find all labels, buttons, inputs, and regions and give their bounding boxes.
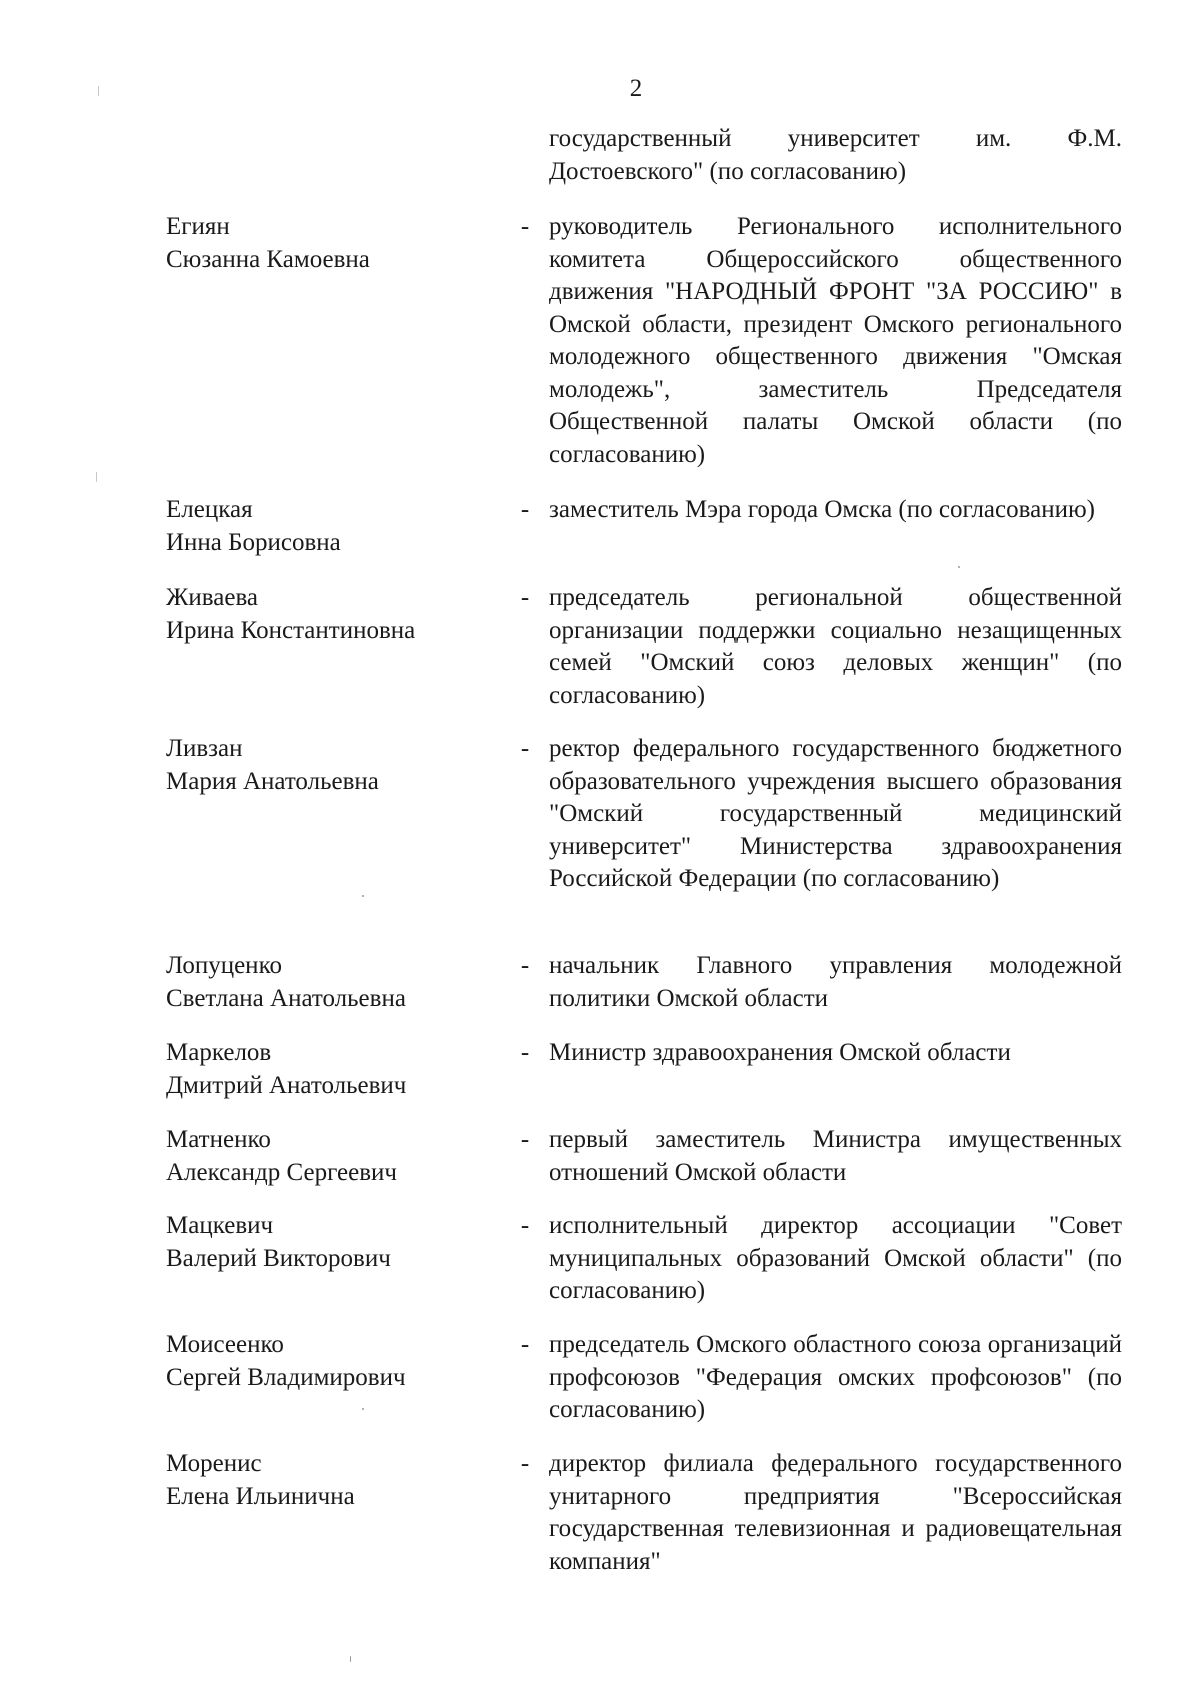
- member-surname: Моренис: [166, 1450, 262, 1477]
- separator-dash: -: [520, 1331, 530, 1358]
- continuation-text: государственный университет им. Ф.М. Достоевского" (по согласованию): [549, 125, 1122, 185]
- member-name: [166, 950, 506, 1015]
- member-surname: Лопуценко: [166, 952, 282, 979]
- separator-dash: -: [520, 1126, 530, 1153]
- member-given-names: Елена Ильинична: [166, 1482, 355, 1510]
- member-description: ректор федерального государственного бюджетного образовательного учреждения высшего образования "Омский государственный медицинский университет" Министерства здравоохранения Российской Федерации (по согласованию): [549, 735, 1122, 892]
- member-surname: Елецкая: [166, 496, 253, 523]
- separator-dash: -: [520, 1450, 530, 1477]
- member-name: [166, 211, 506, 276]
- member-description: председатель Омского областного союза организаций профсоюзов "Федерация омских профсоюзов" (по согласованию): [549, 1331, 1122, 1423]
- separator-dash: -: [520, 496, 530, 523]
- member-surname: Мацкевич: [166, 1212, 274, 1239]
- member-description: руководитель Регионального исполнительного комитета Общероссийского общественного движения "НАРОДНЫЙ ФРОНТ "ЗА РОССИЮ" в Омской области, президент Омского регионального молодежного общественного движения "Омская молодежь", заместитель Председателя Общественной палаты Омской области (по согласованию): [549, 213, 1122, 468]
- member-given-names: Дмитрий Анатольевич: [166, 1071, 407, 1099]
- scan-speck: [958, 566, 960, 568]
- member-name: [166, 582, 506, 647]
- scan-speck: [362, 1408, 364, 1410]
- member-given-names: Светлана Анатольевна: [166, 984, 406, 1012]
- member-name: [166, 1124, 506, 1189]
- member-description: Министр здравоохранения Омской области: [549, 1039, 1011, 1066]
- member-surname: Ливзан: [166, 735, 243, 762]
- member-description: исполнительный директор ассоциации "Совет муниципальных образований Омской области" (по согласованию): [549, 1212, 1122, 1304]
- member-given-names: Инна Борисовна: [166, 528, 341, 556]
- member-given-names: Валерий Викторович: [166, 1244, 391, 1272]
- member-surname: Маркелов: [166, 1039, 272, 1066]
- member-surname: Егиян: [166, 213, 230, 240]
- page-number: 2: [629, 75, 643, 102]
- member-description: первый заместитель Министра имущественных отношений Омской области: [549, 1126, 1122, 1186]
- member-description: заместитель Мэра города Омска (по согласованию): [549, 496, 1095, 523]
- member-name: [166, 733, 506, 798]
- separator-dash: -: [520, 213, 530, 240]
- member-surname: Моисеенко: [166, 1331, 284, 1358]
- member-name: [166, 1037, 506, 1102]
- member-given-names: Сергей Владимирович: [166, 1363, 406, 1391]
- scan-speck: [98, 86, 99, 96]
- member-given-names: Сюзанна Камоевна: [166, 245, 370, 273]
- separator-dash: -: [520, 1212, 530, 1239]
- member-name: [166, 1210, 506, 1275]
- member-given-names: Александр Сергеевич: [166, 1158, 397, 1186]
- member-name: [166, 1329, 506, 1394]
- scan-speck: [96, 472, 97, 482]
- member-name: [166, 1448, 506, 1513]
- member-description: председатель региональной общественной организации поддержки социально незащищенных семей "Омский союз деловых женщин" (по согласованию): [549, 584, 1122, 709]
- separator-dash: -: [520, 735, 530, 762]
- scan-speck: [350, 1656, 351, 1662]
- member-name: [166, 494, 506, 559]
- separator-dash: -: [520, 1039, 530, 1066]
- member-surname: Живаева: [166, 584, 259, 611]
- member-description: директор филиала федерального государственного унитарного предприятия "Всероссийская государственная телевизионная и радиовещательная компания": [549, 1450, 1122, 1575]
- scan-speck: [362, 895, 364, 897]
- separator-dash: -: [520, 584, 530, 611]
- member-description: начальник Главного управления молодежной политики Омской области: [549, 952, 1122, 1012]
- member-given-names: Мария Анатольевна: [166, 767, 379, 795]
- separator-dash: -: [520, 952, 530, 979]
- member-given-names: Ирина Константиновна: [166, 616, 416, 644]
- member-surname: Матненко: [166, 1126, 271, 1153]
